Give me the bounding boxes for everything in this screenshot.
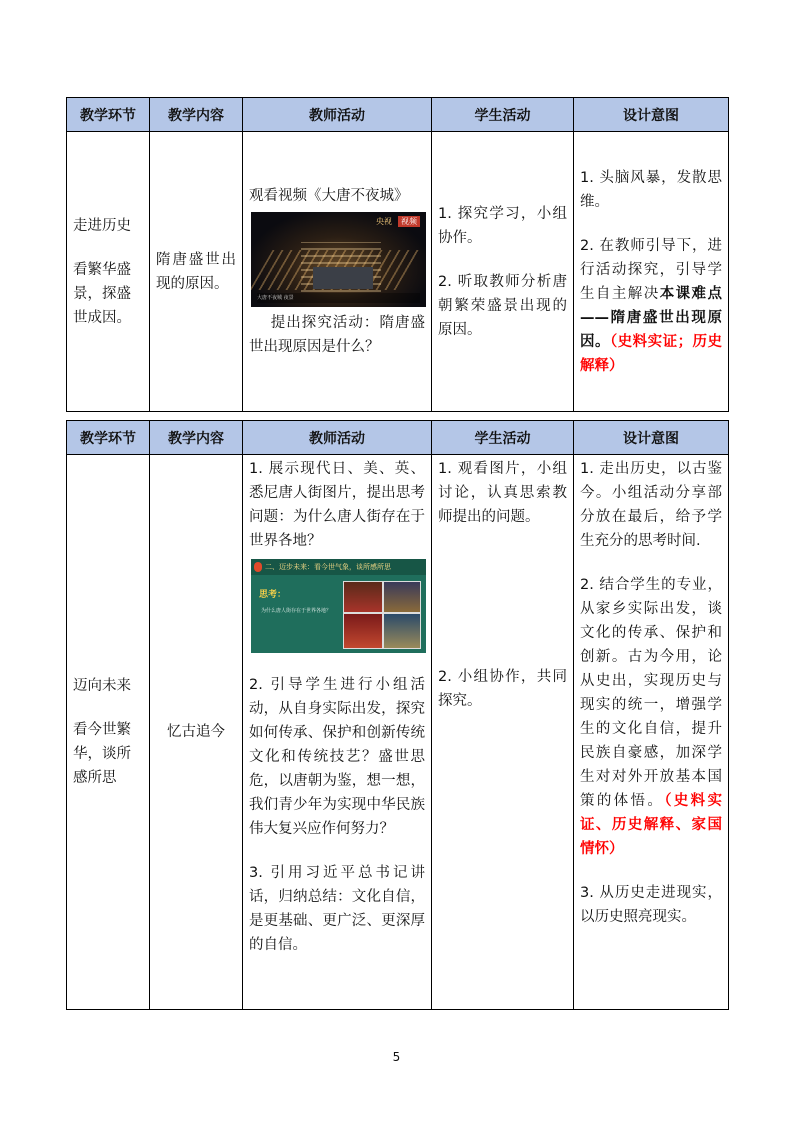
design-cell: [574, 132, 729, 412]
design-intent-2-text: 2. 在教师引导下，进行活动探究，引导学生自主解决: [580, 237, 722, 302]
video-label: 观看视频《大唐不夜城》: [249, 188, 409, 204]
student-activity-2: 2. 小组协作，共同探究。: [438, 669, 567, 709]
teacher-question: 提出探究活动：隋唐盛世出现原因是什么？: [249, 315, 425, 355]
design-cell: [574, 455, 729, 1010]
chinatown-photo: [343, 613, 383, 649]
page-number: 5: [392, 1050, 401, 1064]
chinatown-photo: [383, 581, 421, 613]
slide-think-label: 思考：: [259, 590, 287, 600]
stage-cell: [67, 455, 150, 1010]
design-intent-2-competency: （史料实证、历史解释、家国情怀）: [580, 793, 722, 857]
design-intent-2-text: 2. 结合学生的专业，从家乡实际出发，谈文化的传承、保护和创新。古为今用，论从史出，实现历史与现实的统一，增强学生的文化自信，提升民族自豪感，加深学生对对外开放基本国策的体悟。: [580, 577, 722, 809]
section-row: [67, 132, 729, 412]
video-badge: 视频: [398, 216, 420, 227]
teacher-activity-3: 3. 引用习近平总书记讲话，归纳总结：文化自信，是更基础、更广泛、更深厚的自信。: [249, 865, 425, 953]
teacher-cell: [243, 455, 432, 1010]
student-activity-1: 1. 探究学习，小组协作。: [438, 205, 567, 246]
design-intent-1: 1. 走出历史，以古鉴今。小组活动分享部分放在最后，给予学生充分的思考时间.: [580, 461, 722, 549]
chinatown-photo: [383, 613, 421, 649]
header-design: 设计意图: [574, 98, 729, 132]
section-row: [67, 455, 729, 1010]
student-cell: [432, 455, 574, 1010]
video-channel-label: 央视: [376, 217, 392, 226]
header-student: 学生活动: [432, 421, 574, 455]
student-activity-1: 1. 观看图片，小组讨论，认真思索教师提出的问题。: [438, 461, 567, 525]
content-text: 隋唐盛世出现的原因。: [156, 251, 236, 292]
design-intent-2: [574, 573, 728, 861]
teacher-cell: [243, 132, 432, 412]
stage-title: 走进历史: [73, 217, 131, 234]
header-student: 学生活动: [432, 98, 574, 132]
slide-thumbnail: [251, 559, 426, 653]
slide-title: 二、迈步未来：看今世气象，谈所感所思: [265, 563, 391, 571]
header-teacher: 教师活动: [243, 98, 432, 132]
video-subtitle: 大唐不夜城 夜景: [257, 293, 420, 303]
chinatown-photo: [343, 581, 383, 613]
stage-cell: [67, 132, 150, 412]
video-thumbnail: [251, 212, 426, 307]
content-text: 忆古追今: [167, 724, 225, 740]
student-activity-2: 2. 听取教师分析唐朝繁荣盛景出现的原因。: [438, 273, 567, 338]
design-intent-2: [574, 234, 728, 378]
header-stage: 教学环节: [67, 421, 150, 455]
student-cell: [432, 132, 574, 412]
content-cell: [150, 132, 243, 412]
teacher-activity-1: 1. 展示现代日、美、英、悉尼唐人街图片，提出思考问题：为什么唐人街存在于世界各地？: [249, 461, 425, 549]
header-row: [67, 421, 729, 455]
lesson-table-section-2: [66, 420, 729, 1010]
design-intent-2-competency: （史料实证；历史解释）: [580, 333, 723, 374]
stage-subtitle: 看繁华盛景，探盛世成因。: [73, 261, 131, 326]
header-content: 教学内容: [150, 98, 243, 132]
design-intent-3: 3. 从历史走进现实，以历史照亮现实。: [580, 885, 722, 925]
header-stage: 教学环节: [67, 98, 150, 132]
slide-question: 为什么唐人街存在于世界各地？: [261, 608, 332, 614]
header-content: 教学内容: [150, 421, 243, 455]
content-cell: [150, 455, 243, 1010]
design-intent-1: 1. 头脑风暴，发散思维。: [580, 169, 722, 210]
lantern-icon: [254, 562, 262, 572]
stage-subtitle: 看今世繁华，谈所感所思: [73, 722, 131, 786]
stage-title: 迈向未来: [73, 678, 131, 694]
design-intent-2-keypoint: 本课难点——隋唐盛世出现原因。: [580, 285, 722, 350]
lesson-table-section-1: [66, 97, 729, 412]
header-teacher: 教师活动: [243, 421, 432, 455]
header-design: 设计意图: [574, 421, 729, 455]
teacher-activity-2: 2. 引导学生进行小组活动，从自身实际出发，探究如何传承、保护和创新传统文化和传统技艺？盛世思危，以唐朝为鉴，想一想，我们青少年为实现中华民族伟大复兴应作何努力？: [249, 677, 425, 837]
header-row: [67, 98, 729, 132]
